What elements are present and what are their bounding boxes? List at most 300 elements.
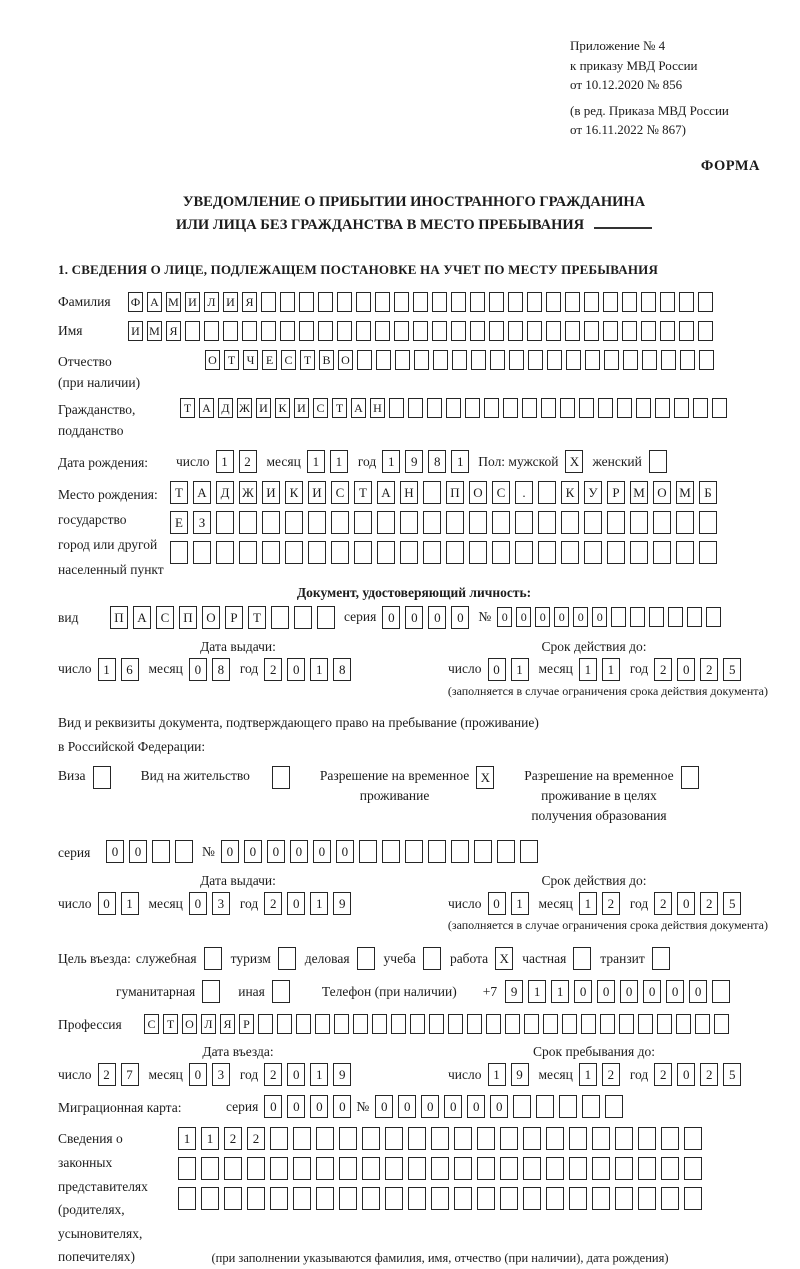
citizenship-boxes [180, 398, 727, 418]
char-box [582, 1095, 600, 1118]
doc-series-label: серия [344, 609, 377, 625]
char-box: Н [400, 481, 418, 504]
char-box: Р [607, 481, 625, 504]
char-box [546, 321, 561, 341]
char-box [293, 1187, 311, 1210]
sex-male-checkbox: X [565, 450, 583, 473]
char-box: 2 [247, 1127, 265, 1150]
char-box [431, 1187, 449, 1210]
char-box: 0 [382, 606, 400, 629]
rvp-option: Разрешение на временное проживание X [320, 766, 494, 807]
date-part-boxes [264, 892, 351, 915]
char-box [500, 1157, 518, 1180]
char-box: 1 [310, 892, 328, 915]
char-box [408, 1157, 426, 1180]
purpose-private-checkbox [573, 947, 591, 970]
char-box [413, 292, 428, 312]
char-box: С [156, 606, 174, 629]
char-box: Т [354, 481, 372, 504]
date-part-boxes [307, 450, 348, 473]
char-box [547, 350, 562, 370]
char-box [607, 511, 625, 534]
char-box [546, 1127, 564, 1150]
char-box: 0 [666, 980, 684, 1003]
char-box [308, 511, 326, 534]
date-part-label: число [448, 1066, 482, 1082]
char-box: 2 [264, 658, 282, 681]
char-box: 9 [405, 450, 423, 473]
char-box [592, 1157, 610, 1180]
char-box [615, 1127, 633, 1150]
char-box: 0 [677, 658, 695, 681]
birthplace-line3 [170, 541, 717, 564]
date-part-boxes [216, 450, 257, 473]
date-part-boxes [579, 892, 620, 915]
date-part-boxes [654, 658, 741, 681]
char-box [668, 607, 683, 627]
char-box: 2 [654, 658, 672, 681]
char-box: 0 [405, 606, 423, 629]
char-box [432, 292, 447, 312]
char-box [712, 980, 730, 1003]
char-box [339, 1187, 357, 1210]
char-box [451, 840, 469, 863]
char-box: 1 [178, 1127, 196, 1150]
char-box [592, 1127, 610, 1150]
char-box [414, 350, 429, 370]
char-box: П [179, 606, 197, 629]
char-box: 0 [189, 892, 207, 915]
char-box: И [185, 292, 200, 312]
char-box [261, 292, 276, 312]
visa-option: Виза [58, 766, 111, 789]
edition-line: от 16.11.2022 № 867) [570, 122, 687, 137]
char-box [423, 511, 441, 534]
char-box: З [193, 511, 211, 534]
char-box: 0 [574, 980, 592, 1003]
representatives-boxes [178, 1125, 702, 1266]
char-box [522, 398, 537, 418]
char-box: 0 [597, 980, 615, 1003]
char-box [356, 292, 371, 312]
char-box [470, 321, 485, 341]
char-box [505, 1014, 520, 1034]
char-box: 0 [106, 840, 124, 863]
char-box: 2 [654, 892, 672, 915]
char-box: Д [218, 398, 233, 418]
char-box [395, 350, 410, 370]
char-box: И [223, 292, 238, 312]
profession-label: Профессия [58, 1017, 122, 1033]
char-box: О [469, 481, 487, 504]
doc-issue-title: Дата выдачи: [200, 638, 276, 654]
doc-series-boxes [382, 606, 469, 629]
char-box [432, 321, 447, 341]
char-box [693, 398, 708, 418]
representatives-row3 [178, 1187, 702, 1210]
char-box [385, 1187, 403, 1210]
char-box [674, 398, 689, 418]
char-box: 2 [654, 1063, 672, 1086]
char-box [400, 541, 418, 564]
char-box [296, 1014, 311, 1034]
date-part-label: месяц [538, 661, 573, 677]
char-box: 3 [212, 1063, 230, 1086]
rvp-checkbox: X [476, 766, 494, 789]
char-box [638, 1157, 656, 1180]
char-box: 9 [333, 892, 351, 915]
char-box [655, 398, 670, 418]
char-box [299, 292, 314, 312]
char-box [423, 481, 441, 504]
char-box [676, 1014, 691, 1034]
char-box: 0 [287, 1095, 305, 1118]
date-part-label: месяц [148, 661, 183, 677]
char-box [492, 511, 510, 534]
char-box: 0 [267, 840, 285, 863]
char-box [376, 350, 391, 370]
char-box [362, 1127, 380, 1150]
char-box: П [110, 606, 128, 629]
char-box [470, 292, 485, 312]
char-box [500, 1187, 518, 1210]
char-box: 2 [239, 450, 257, 473]
doc-expiry-date [448, 658, 741, 681]
date-part-boxes [189, 892, 230, 915]
char-box [569, 1187, 587, 1210]
char-box: 9 [333, 1063, 351, 1086]
char-box: Я [242, 292, 257, 312]
char-box: 0 [421, 1095, 439, 1118]
purpose-work-checkbox: X [495, 947, 513, 970]
representatives-row1 [178, 1127, 702, 1150]
purpose-transit-checkbox [652, 947, 670, 970]
char-box: 0 [244, 840, 262, 863]
char-box [201, 1187, 219, 1210]
char-box: 1 [551, 980, 569, 1003]
char-box [454, 1127, 472, 1150]
char-box [357, 350, 372, 370]
char-box [339, 1127, 357, 1150]
purpose-study: учеба [384, 947, 441, 970]
char-box: 0 [336, 840, 354, 863]
char-box [584, 321, 599, 341]
char-box [520, 840, 538, 863]
char-box [308, 541, 326, 564]
char-box [584, 292, 599, 312]
char-box [523, 1187, 541, 1210]
rvp-issue-title: Дата выдачи: [200, 873, 276, 889]
forma-label: ФОРМА [700, 157, 760, 174]
char-box [375, 292, 390, 312]
char-box: 6 [121, 658, 139, 681]
char-box [316, 1127, 334, 1150]
char-box [318, 292, 333, 312]
char-box [446, 398, 461, 418]
char-box: 0 [444, 1095, 462, 1118]
char-box [242, 321, 257, 341]
char-box [405, 840, 423, 863]
char-box [204, 321, 219, 341]
char-box: 0 [310, 1095, 328, 1118]
char-box [712, 398, 727, 418]
date-part-label: число [448, 895, 482, 911]
char-box [331, 541, 349, 564]
char-box [408, 1187, 426, 1210]
char-box [469, 511, 487, 534]
char-box [170, 541, 188, 564]
char-box [592, 1187, 610, 1210]
rvp-education-checkbox [681, 766, 699, 789]
profession-boxes [144, 1014, 729, 1034]
char-box [714, 1014, 729, 1034]
char-box [538, 541, 556, 564]
char-box [362, 1157, 380, 1180]
char-box [566, 350, 581, 370]
sex-female-label: женский [592, 453, 642, 469]
char-box: К [285, 481, 303, 504]
char-box [600, 1014, 615, 1034]
char-box: Т [300, 350, 315, 370]
char-box [661, 1187, 679, 1210]
char-box: М [630, 481, 648, 504]
char-box: О [182, 1014, 197, 1034]
char-box [372, 1014, 387, 1034]
char-box [318, 321, 333, 341]
form-title-line2: ИЛИ ЛИЦА БЕЗ ГРАЖДАНСТВА В МЕСТО ПРЕБЫВАНИЯ [58, 214, 770, 238]
stay-until-date [448, 1063, 741, 1086]
migration-number-boxes [375, 1095, 623, 1118]
char-box [561, 511, 579, 534]
char-box [216, 511, 234, 534]
char-box [258, 1014, 273, 1034]
char-box [223, 321, 238, 341]
date-part-label: месяц [538, 1066, 573, 1082]
char-box [293, 1127, 311, 1150]
sex-female-checkbox [649, 450, 667, 473]
char-box [356, 321, 371, 341]
char-box: 0 [535, 607, 550, 627]
char-box: И [256, 398, 271, 418]
char-box: И [128, 321, 143, 341]
char-box [607, 541, 625, 564]
char-box: Е [170, 511, 188, 534]
char-box [185, 321, 200, 341]
date-part-label: год [239, 1066, 259, 1082]
char-box: Т [224, 350, 239, 370]
purpose-study-checkbox [423, 947, 441, 970]
char-box: 0 [643, 980, 661, 1003]
char-box [680, 350, 695, 370]
doc-issue-date [58, 658, 418, 681]
char-box [687, 607, 702, 627]
char-box: 9 [505, 980, 523, 1003]
date-part-boxes [488, 658, 529, 681]
char-box: 0 [333, 1095, 351, 1118]
char-box: 0 [592, 607, 607, 627]
date-part-label: число [448, 661, 482, 677]
char-box: 0 [221, 840, 239, 863]
char-box [699, 511, 717, 534]
char-box: Б [699, 481, 717, 504]
birthplace-boxes [170, 481, 717, 571]
char-box: П [446, 481, 464, 504]
purpose-humanitarian-checkbox [202, 980, 220, 1003]
char-box: 0 [189, 1063, 207, 1086]
char-box [471, 350, 486, 370]
migration-series-label: серия [226, 1098, 259, 1114]
char-box [638, 1187, 656, 1210]
char-box: 5 [723, 1063, 741, 1086]
rvp-number-label: № [202, 843, 215, 859]
char-box [617, 398, 632, 418]
purpose-official: служебная [136, 947, 222, 970]
char-box [543, 1014, 558, 1034]
char-box [446, 541, 464, 564]
char-box [660, 292, 675, 312]
char-box [270, 1127, 288, 1150]
char-box [454, 1187, 472, 1210]
char-box: 0 [129, 840, 147, 863]
char-box: 0 [620, 980, 638, 1003]
char-box [660, 321, 675, 341]
date-part-label: год [239, 661, 259, 677]
char-box [408, 398, 423, 418]
char-box [676, 541, 694, 564]
date-part-label: месяц [538, 895, 573, 911]
char-box [524, 1014, 539, 1034]
purpose-business-checkbox [357, 947, 375, 970]
char-box [615, 1187, 633, 1210]
char-box: М [147, 321, 162, 341]
char-box [695, 1014, 710, 1034]
char-box [224, 1157, 242, 1180]
char-box: 1 [511, 892, 529, 915]
char-box: А [147, 292, 162, 312]
char-box: 1 [121, 892, 139, 915]
char-box [294, 606, 312, 629]
char-box [528, 350, 543, 370]
char-box [354, 511, 372, 534]
char-box: Я [166, 321, 181, 341]
date-part-boxes [264, 1063, 351, 1086]
birthplace-line2 [170, 511, 717, 534]
char-box [527, 321, 542, 341]
char-box [497, 840, 515, 863]
char-box: 2 [602, 892, 620, 915]
char-box [394, 292, 409, 312]
char-box [175, 840, 193, 863]
char-box: С [144, 1014, 159, 1034]
char-box: 2 [98, 1063, 116, 1086]
char-box [391, 1014, 406, 1034]
char-box: 0 [516, 607, 531, 627]
char-box [569, 1157, 587, 1180]
doc-expiry-title: Срок действия до: [541, 638, 647, 654]
char-box [280, 292, 295, 312]
char-box [316, 1157, 334, 1180]
purpose-other: иная [238, 980, 290, 1003]
char-box [247, 1157, 265, 1180]
rvp-expiry-date [448, 892, 741, 915]
char-box: И [262, 481, 280, 504]
char-box: А [351, 398, 366, 418]
char-box [431, 1157, 449, 1180]
char-box: 0 [287, 1063, 305, 1086]
date-part-label: год [357, 453, 377, 469]
char-box [427, 398, 442, 418]
char-box: В [319, 350, 334, 370]
char-box: 0 [689, 980, 707, 1003]
char-box [611, 607, 626, 627]
name-label: Имя [58, 323, 83, 339]
char-box [477, 1157, 495, 1180]
char-box [262, 541, 280, 564]
char-box [515, 511, 533, 534]
char-box [706, 607, 721, 627]
char-box: У [584, 481, 602, 504]
char-box: 1 [579, 892, 597, 915]
char-box [527, 292, 542, 312]
char-box [515, 541, 533, 564]
char-box: 1 [382, 450, 400, 473]
char-box [699, 541, 717, 564]
char-box [359, 840, 377, 863]
char-box [385, 1157, 403, 1180]
char-box [642, 350, 657, 370]
char-box [247, 1187, 265, 1210]
rvp-expiry-note: (заполняется в случае ограничения срока действия документа) [447, 918, 768, 933]
char-box: 1 [330, 450, 348, 473]
char-box [630, 541, 648, 564]
char-box [448, 1014, 463, 1034]
char-box [486, 1014, 501, 1034]
char-box: М [676, 481, 694, 504]
date-part-boxes [98, 658, 139, 681]
char-box [513, 1095, 531, 1118]
date-part-boxes [654, 892, 741, 915]
char-box [389, 398, 404, 418]
doc-number-label: № [478, 609, 492, 625]
char-box [285, 541, 303, 564]
char-box: 1 [216, 450, 234, 473]
char-box: 3 [212, 892, 230, 915]
rvp-expiry-title: Срок действия до: [541, 873, 647, 889]
residence-doc-intro: Вид и реквизиты документа, подтверждающего право на пребывание (проживание) в Российской Федерации: [58, 714, 539, 755]
char-box [598, 398, 613, 418]
char-box: 0 [677, 1063, 695, 1086]
char-box [508, 292, 523, 312]
date-part-boxes [98, 892, 139, 915]
char-box: Т [248, 606, 266, 629]
char-box: 1 [310, 1063, 328, 1086]
char-box: 1 [488, 1063, 506, 1086]
doc-type-boxes [110, 606, 335, 629]
char-box: Ж [237, 398, 252, 418]
identity-doc-heading: Документ, удостоверяющий личность: [296, 584, 532, 600]
blank-line [594, 227, 652, 229]
entry-date-title: Дата въезда: [202, 1044, 274, 1060]
char-box: Л [201, 1014, 216, 1034]
char-box: А [199, 398, 214, 418]
form-title [58, 191, 770, 239]
migration-series-boxes [264, 1095, 351, 1118]
date-part-boxes [382, 450, 469, 473]
char-box [679, 292, 694, 312]
char-box [538, 481, 556, 504]
representatives-row2 [178, 1157, 702, 1180]
date-part-boxes [654, 1063, 741, 1086]
